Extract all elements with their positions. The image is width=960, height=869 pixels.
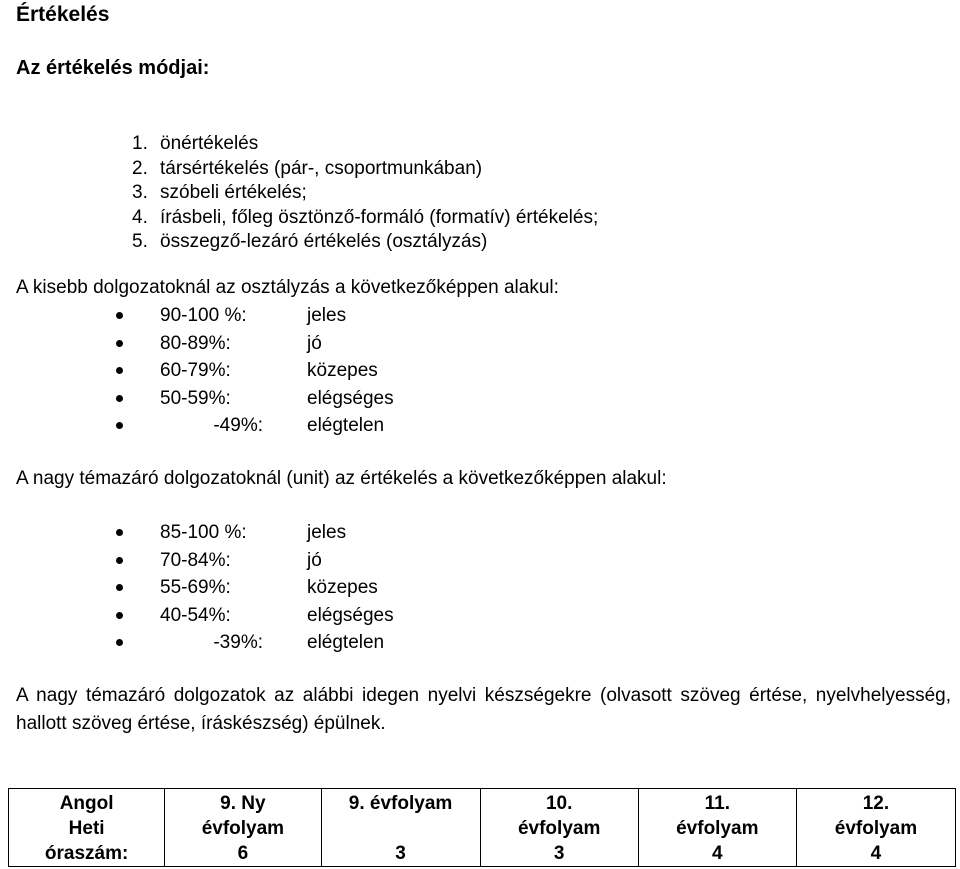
cell-line: 9. Ny [220,793,266,814]
grade-label: jó [307,332,322,354]
grade-range: 85-100 %: [160,522,247,543]
bullet-icon [116,584,123,591]
bullet-icon [116,367,123,374]
unit-tests-intro: A nagy témazáró dolgozatoknál (unit) az értékelés a következőképpen alakul: [16,468,667,489]
cell-line: 12. [862,793,890,814]
grade-label: elégtelen [307,415,385,436]
bullet-icon [116,529,123,536]
grade-label: jó [307,549,322,571]
small-tests-intro: A kisebb dolgozatoknál az osztályzás a következőképpen alakul: [16,277,559,298]
page-title: Értékelés [16,3,110,26]
list-item-text: szóbeli értékelés; [160,182,307,203]
cell-line: óraszám: [44,843,129,864]
cell-line: 9. évfolyam [348,793,453,814]
cell-line: 6 [237,843,249,864]
cell-line: 3 [553,843,565,864]
table-cell [480,789,638,867]
grade-label: jeles [307,522,347,543]
grade-range: 40-54%: [160,604,231,626]
cell-line: Angol [59,793,114,814]
grade-label: jeles [307,305,347,326]
table-cell [638,789,796,867]
cell-line: 3 [395,843,406,864]
list-item [132,181,598,206]
cell-line: évfolyam [834,818,918,839]
grade-range: 70-84%: [160,549,231,571]
list-number: 5. [132,231,148,252]
grade-range: 80-89%: [160,332,231,354]
list-item-text: írásbeli, főleg ösztönző-formáló (formatív) értékelés; [160,206,599,228]
table-cell [9,789,165,867]
table-cell [321,789,480,867]
bullet-icon [116,395,123,402]
section-heading: Az értékelés módjai: [16,57,210,79]
skills-paragraph: A nagy témazáró dolgozatok az alábbi idegen nyelvi készségekre (olvasott szöveg értése, nyelvhelyesség, hallott szöveg értése, íráskészség) épülnek. [16,685,951,734]
cell-line: Heti [68,818,105,839]
grade-range: -39%: [213,632,263,653]
grade-label: elégséges [307,387,394,409]
cell-line [322,816,480,841]
list-item [132,157,598,182]
weekly-hours-table [8,788,956,867]
list-item [132,206,598,231]
cell-line: évfolyam [676,818,759,839]
table-row [9,789,956,867]
cell-line: 4 [870,843,882,864]
cell-line: 11. [704,793,730,814]
grade-range: 60-79%: [160,360,231,381]
grade-label: közepes [307,360,378,381]
cell-line: 10. [545,793,573,814]
list-item-text: összegző-lezáró értékelés (osztályzás) [160,231,488,252]
list-number: 3. [132,182,148,203]
bullet-icon [116,422,123,429]
grade-range: 50-59%: [160,387,231,409]
list-number: 1. [132,133,148,154]
list-item-text: társértékelés (pár-, csoportmunkában) [160,157,483,179]
list-item-text: önértékelés [160,133,259,154]
bullet-icon [116,340,123,347]
grade-range: 55-69%: [160,577,231,598]
table-cell [796,789,955,867]
bullet-icon [116,312,123,319]
table-cell [165,789,321,867]
cell-line: 4 [712,843,723,864]
bullet-icon [116,557,123,564]
list-item [132,132,598,157]
list-number: 2. [132,157,148,179]
bullet-icon [116,612,123,619]
evaluation-methods-list [132,132,598,255]
grade-label: elégséges [307,604,394,626]
cell-line: évfolyam [201,818,285,839]
bullet-icon [116,639,123,646]
cell-line: évfolyam [517,818,601,839]
list-number: 4. [132,206,148,228]
grade-label: közepes [307,577,378,598]
grade-range: -49%: [213,415,263,436]
list-item [132,230,598,255]
grade-range: 90-100 %: [160,305,247,326]
grade-label: elégtelen [307,632,385,653]
